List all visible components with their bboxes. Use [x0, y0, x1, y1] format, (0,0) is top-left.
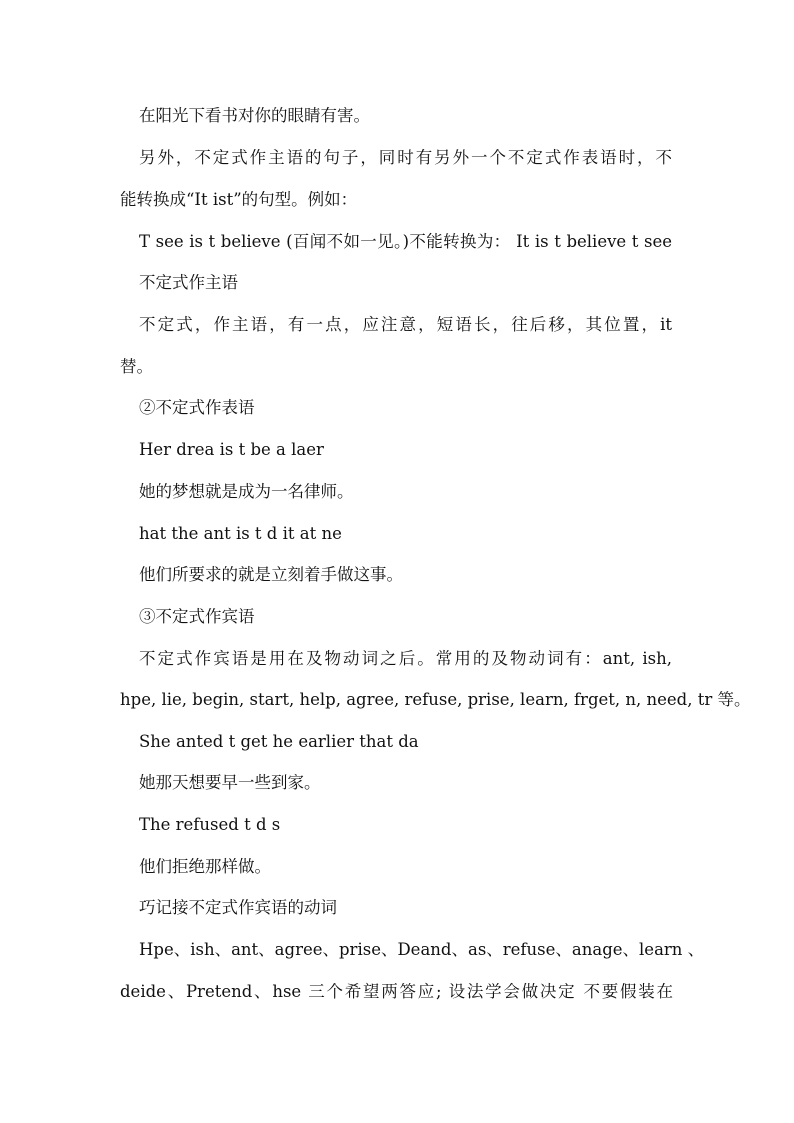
text-line-14: 不定式作宾语是用在及物动词之后。常用的及物动词有：ant, ish,: [139, 649, 672, 668]
text-line-19: 他们拒绝那样做。: [139, 857, 271, 876]
text-line-20: 巧记接不定式作宾语的动词: [139, 898, 337, 917]
text-line-5: 不定式作主语: [139, 273, 238, 292]
text-line-9: Her drea is t be a laer: [139, 440, 324, 459]
text-line-13: ③不定式作宾语: [139, 607, 255, 626]
text-line-17: 她那天想要早一些到家。: [139, 773, 321, 792]
text-line-16: She anted t get he earlier that da: [139, 732, 419, 751]
text-line-6: 不定式，作主语，有一点，应注意，短语长，往后移，其位置，it: [139, 315, 672, 334]
text-line-21: Hpe、ish、ant、agree、prise、Deand、as、refuse、anage、learn 、: [139, 940, 705, 959]
text-line-1: 在阳光下看书对你的眼睛有害。: [139, 106, 370, 125]
text-line-7: 替。: [120, 357, 153, 376]
text-line-10: 她的梦想就是成为一名律师。: [139, 482, 354, 501]
text-line-8: ②不定式作表语: [139, 398, 255, 417]
text-line-15: hpe, lie, begin, start, help, agree, refuse, prise, learn, frget, n, need, tr 等。: [120, 690, 751, 709]
text-line-4: T see is t believe (百闻不如一见。)不能转换为： It is t believe t see: [139, 232, 672, 251]
text-line-12: 他们所要求的就是立刻着手做这事。: [139, 565, 403, 584]
text-line-3: 能转换成“It ist”的句型。例如：: [120, 190, 358, 209]
text-line-11: hat the ant is t d it at ne: [139, 524, 342, 543]
text-line-22: deide、Pretend、hse 三个希望两答应; 设法学会做决定 不要假装在: [120, 982, 673, 1001]
text-line-18: The refused t d s: [139, 815, 281, 834]
text-line-2: 另外，不定式作主语的句子，同时有另外一个不定式作表语时，不: [139, 148, 672, 167]
